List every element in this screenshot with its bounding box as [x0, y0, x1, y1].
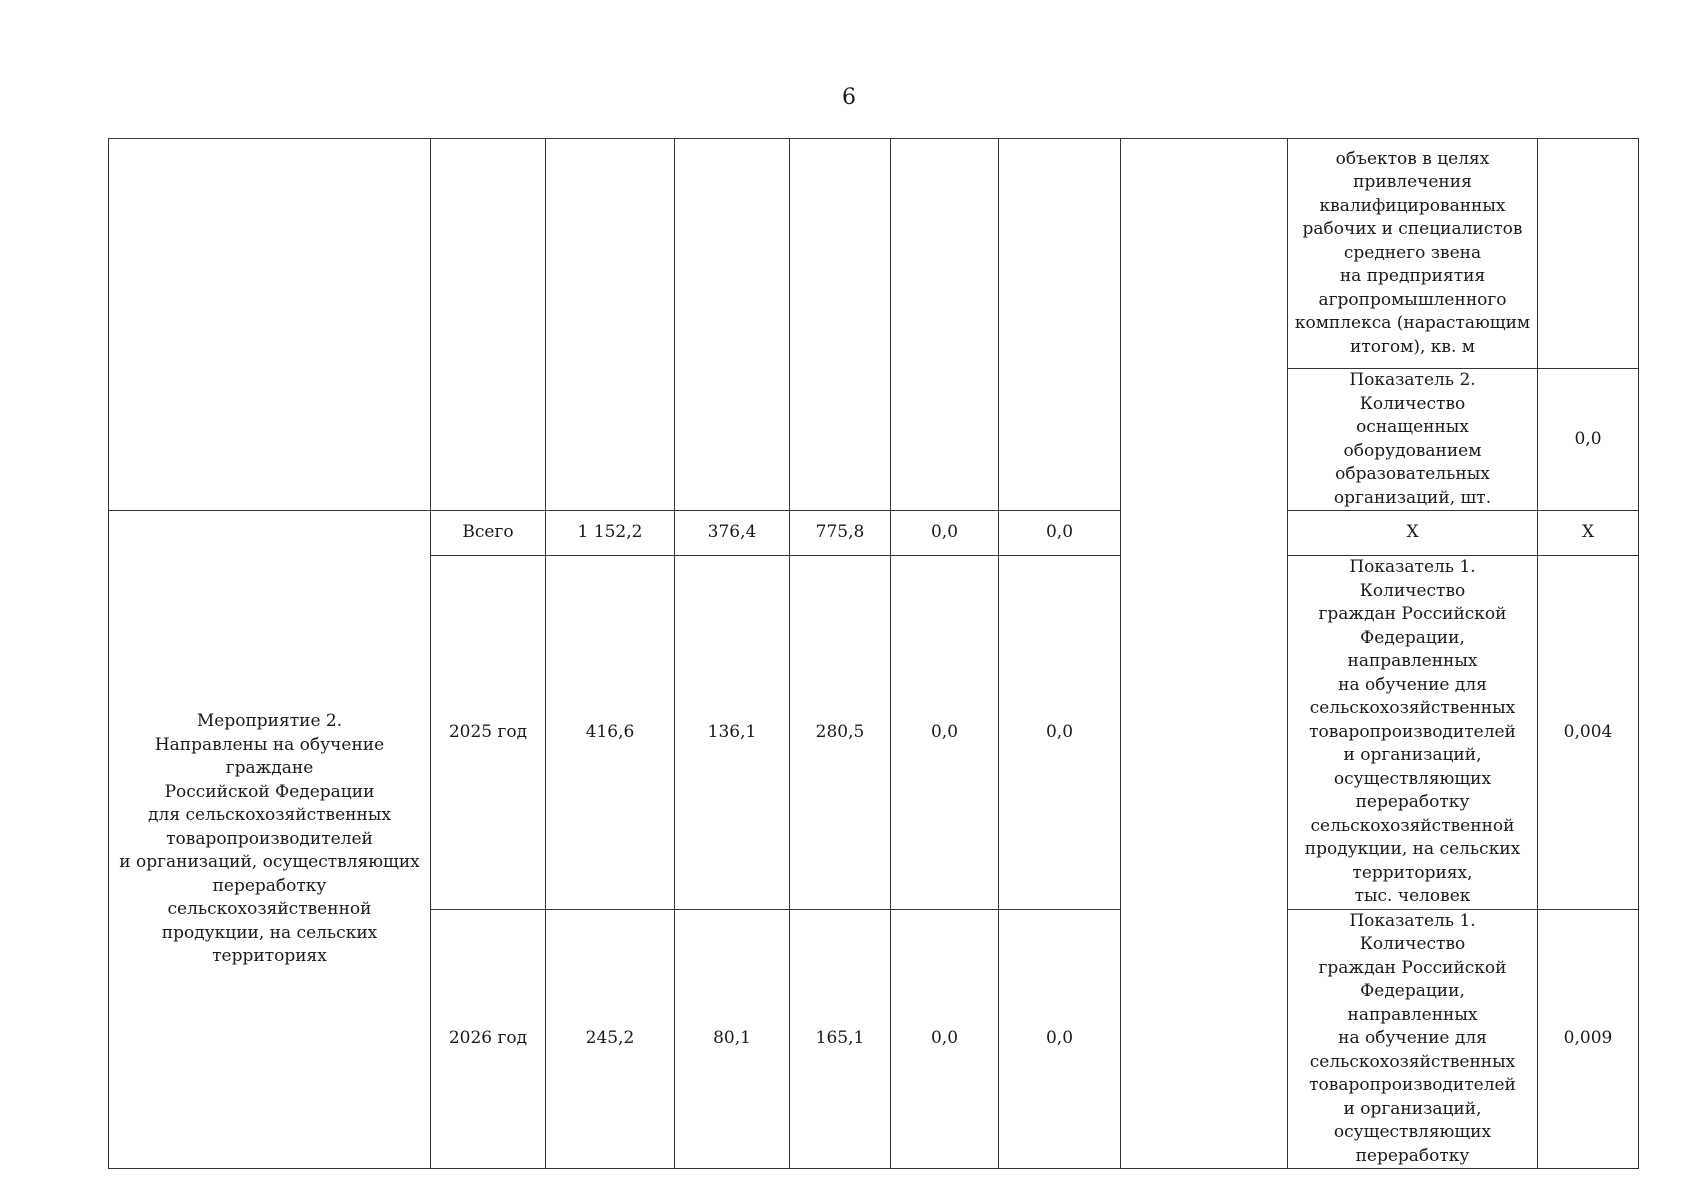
period: 2025 год [431, 556, 546, 910]
value-cell-continued [675, 139, 790, 511]
value-local: 0,0 [891, 511, 999, 556]
value-federal: 136,1 [675, 556, 790, 910]
value-cell-continued [891, 139, 999, 511]
value-other: 0,0 [999, 511, 1121, 556]
value-total: 1 152,2 [546, 511, 675, 556]
value-local: 0,0 [891, 909, 999, 1169]
indicator-2-value: 0,0 [1538, 369, 1639, 511]
measure-cell-continued [109, 139, 431, 511]
measures-table [108, 138, 1639, 1169]
table-row [109, 511, 1639, 556]
value-total: 416,6 [546, 556, 675, 910]
indicator: Показатель 1. Количество граждан Российской Федерации, направленных на обучение для сельскохозяйственных товаропроизводителей и организаций, осуществляющих переработку сельскохозяйственной продукции, на сельских территориях, тыс. человек [1288, 556, 1538, 910]
value-local: 0,0 [891, 556, 999, 910]
value-cell-continued [999, 139, 1121, 511]
indicator-continued: объектов в целях привлечения квалифицированных рабочих и специалистов среднего звена на предприятия агропромышленного комплекса (нарастающим итогом), кв. м [1288, 139, 1538, 369]
value-cell-continued [790, 139, 891, 511]
value-other: 0,0 [999, 556, 1121, 910]
value-federal: 376,4 [675, 511, 790, 556]
value-regional: 775,8 [790, 511, 891, 556]
value-regional: 280,5 [790, 556, 891, 910]
value-federal: 80,1 [675, 909, 790, 1169]
value-other: 0,0 [999, 909, 1121, 1169]
indicator: X [1288, 511, 1538, 556]
indicator-value: 0,009 [1538, 909, 1639, 1169]
indicator-value: 0,004 [1538, 556, 1639, 910]
indicator: Показатель 1. Количество граждан Российской Федерации, направленных на обучение для сельскохозяйственных товаропроизводителей и организаций, осуществляющих переработку [1288, 909, 1538, 1169]
period: Всего [431, 511, 546, 556]
measure-2-name: Мероприятие 2. Направлены на обучение граждане Российской Федерации для сельскохозяйственных товаропроизводителей и организаций, осуществляющих переработку сельскохозяйственной продукции, на сельских территориях [109, 511, 431, 1169]
indicator-value-empty [1538, 139, 1639, 369]
merged-empty-column [1121, 139, 1288, 1169]
value-total: 245,2 [546, 909, 675, 1169]
table-row [109, 139, 1639, 369]
page-number: 6 [842, 85, 856, 110]
period-cell-continued [431, 139, 546, 511]
indicator-value: X [1538, 511, 1639, 556]
indicator-2: Показатель 2. Количество оснащенных оборудованием образовательных организаций, шт. [1288, 369, 1538, 511]
value-cell-continued [546, 139, 675, 511]
value-regional: 165,1 [790, 909, 891, 1169]
period: 2026 год [431, 909, 546, 1169]
